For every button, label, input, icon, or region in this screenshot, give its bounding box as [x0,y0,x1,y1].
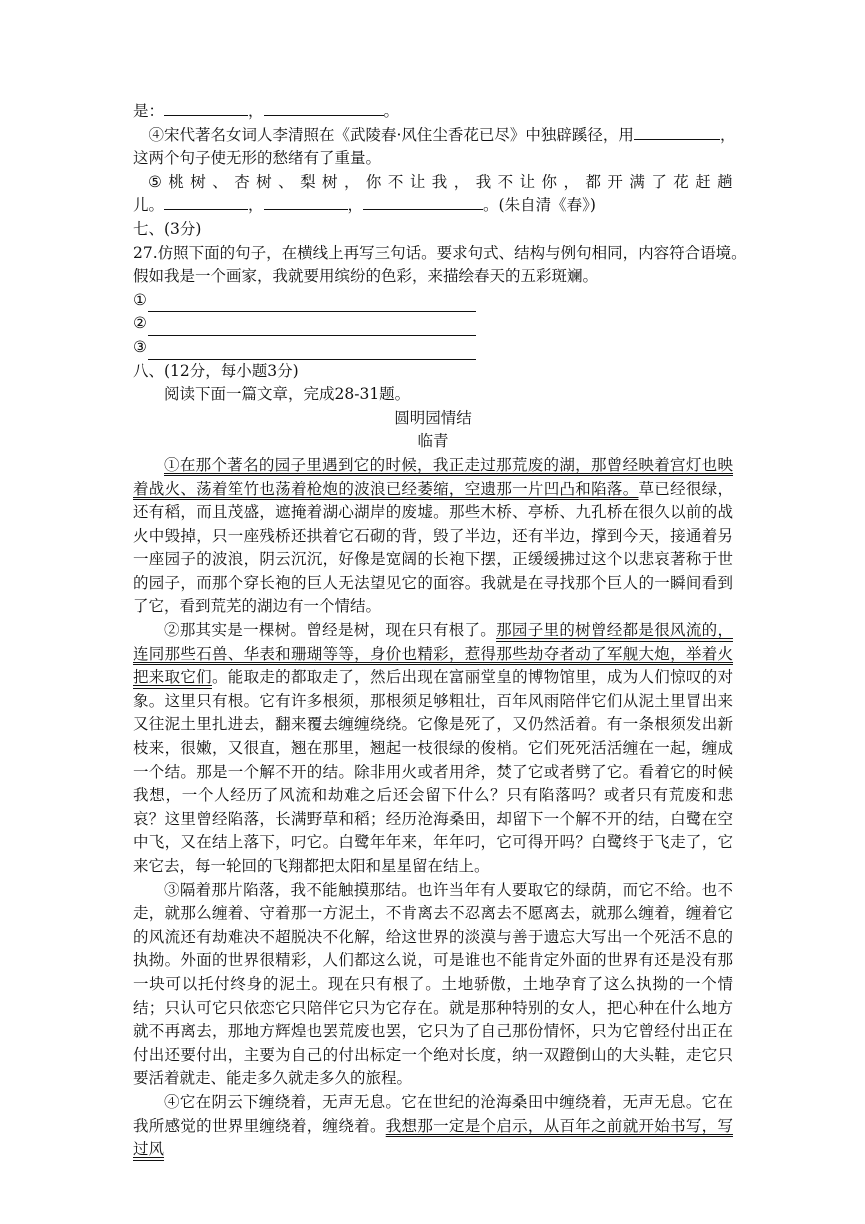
article-paragraph-2: ②那其实是一棵树。曾经是树，现在只有根了。那园子里的树曾经都是很风流的，连同那些石兽、华表和珊瑚等等，身价也精彩，惹得那些劫夺者动了军舰大炮，举着火把来取它们。能取走的都取走了，然后出现在富丽堂皇的博物馆里，成为人们惊叹的对象。这里只有根。它有许多根须，那根须足够粗壮，百年风雨陪伴它们从泥土里冒出来又往泥土里扎进去，翻来覆去缠缠绕绕。它像是死了，又仍然活着。有一条根须发出新枝来，很嫩，又很直，翘在那里，翘起一枝很绿的俊梢。它们死死活活缠在一起，缠成一个结。那是一个解不开的结。除非用火或者用斧，焚了它或者劈了它。看着它的时候我想，一个人经历了风流和劫难之后还会留下什么？只有陷落吗？或者只有荒废和悲哀？这里曾经陷落，长满野草和稻；经历沧海桑田，却留下一个解不开的结，白鹭在空中飞，又在结上落下，叼它。白鹭年年来，年年叼，它可得开吗？白鹭终于飞走了，它来它去，每一轮回的飞翔都把太阳和星星留在结上。 [133,621,733,875]
answer-blank[interactable] [264,194,348,210]
answer-rule[interactable] [148,296,476,312]
underlined-sentence: ①在那个著名的园子里遇到它的时候，我正走过那荒废的湖，那曾经映着宫灯也映着战火、荡着笙竹也荡着枪炮的波浪已经萎缩，空遗那一片凹凸和陷落。 [133,455,733,498]
reading-instruction: 阅读下面一篇文章，完成28-31题。 [164,385,411,404]
question-27: 27.仿照下面的句子，在横线上再写三句话。要求句式、结构与例句相同，内容符合语境。 [133,243,747,262]
section-8-heading: 八、(12分，每小题3分) [133,361,299,380]
underlined-sentence: 那园子里的树曾经都是很风流的，连同那些石兽、华表和珊瑚等等，身价也精彩，惹得那些劫夺者动了军舰大炮，举着火把来取它们 [133,621,733,687]
article-paragraph-4: ④它在阴云下缠绕着，无声无息。它在世纪的沧海桑田中缠绕着，无声无息。它在我所感觉的世界里缠绕着，缠绕着。我想那一定是个启示，从百年之前就开始书写，写过风 [133,1092,733,1159]
article-author: 临青 [417,432,449,451]
fill-line-1: 是： ， 。 [133,102,400,120]
answer-blank[interactable] [164,100,248,116]
question-4-line2: 这两个句子使无形的愁绪有了重量。 [133,149,382,168]
question-5: ⑤ 桃 树 、 杏 树 、 梨 树 ， 你 不 让 我 ， 我 不 让 你 ， 都 开 满 了 花 赶 趟 [148,172,733,191]
underlined-sentence: 我想那一定是个启示，从百年之前就开始书写，写过风 [133,1116,733,1159]
article-paragraph-3: ③隔着那片陷落，我不能触摸那结。也许当年有人要取它的绿荫，而它不给。也不走，就那么缠着、守着那一方泥土，不肯离去不忍离去不愿离去，就那么缠着，缠着它的风流还有劫难决不超脱决不化解，给这世界的淡漠与善于遗忘大写出一个死活不息的执拗。外面的世界很精彩，人们都这么说，可是谁也不能肯定外面的世界有还是没有那一块可以托付终身的泥土。现在只有根了。土地骄傲，土地孕育了这么执拗的一个情结；只认可它只依恋它只陪伴它只为它存在。就是那种特别的女人，把心种在什么地方就不再离去，那地方辉煌也罢荒废也罢，它只为了自己那份情怀，只为它曾经付出正在付出还要付出，主要为自己的付出标定一个绝对长度，纳一双蹬倒山的大头鞋，走它只要活着就走、能走多久就走多久的旅程。 [133,880,733,1088]
answer-rule[interactable] [148,320,476,336]
article-paragraph-1: ①在那个著名的园子里遇到它的时候，我正走过那荒废的湖，那曾经映着宫灯也映着战火、荡着笙竹也荡着枪炮的波浪已经萎缩，空遗那一片凹凸和陷落。草已经很绿，还有稻，而且茂盛，遮掩着湖心湖岸的废墟。那些木桥、亭桥、九孔桥在很久以前的战火中毁掉，只一座残桥还拱着它石砌的背，毁了半边，还有半边，撑到今天，接通着另一座园子的波浪，阴云沉沉，好像是宽阔的长袍下摆，正缓缓拂过这个以悲哀著称于世的园子，而那个穿长袍的巨人无法望见它的面容。我就是在寻找那个巨人的一瞬间看到了它，看到荒芜的湖边有一个情结。 [133,455,733,616]
example-sentence: 假如我是一个画家，我就要用缤纷的色彩，来描绘春天的五彩斑斓。 [133,267,599,286]
answer-line-3[interactable]: ③ [133,336,733,360]
answer-blank[interactable] [164,194,248,210]
answer-blank[interactable] [264,100,384,116]
answer-line-2[interactable]: ② [133,312,733,336]
answer-blank[interactable] [634,124,720,140]
question-5-line2: 儿。 ， ， 。(朱自清《春》) [133,196,596,215]
answer-line-1[interactable]: ① [133,289,733,313]
question-4: ④宋代著名女词人李清照在《武陵春·风住尘香花已尽》中独辟蹊径，用 ， [148,125,736,144]
article-title: 圆明园情结 [394,408,472,427]
document-page [133,100,747,1162]
answer-rule[interactable] [148,344,476,360]
answer-blank[interactable] [363,194,483,210]
section-7-heading: 七、(3分) [133,219,202,238]
